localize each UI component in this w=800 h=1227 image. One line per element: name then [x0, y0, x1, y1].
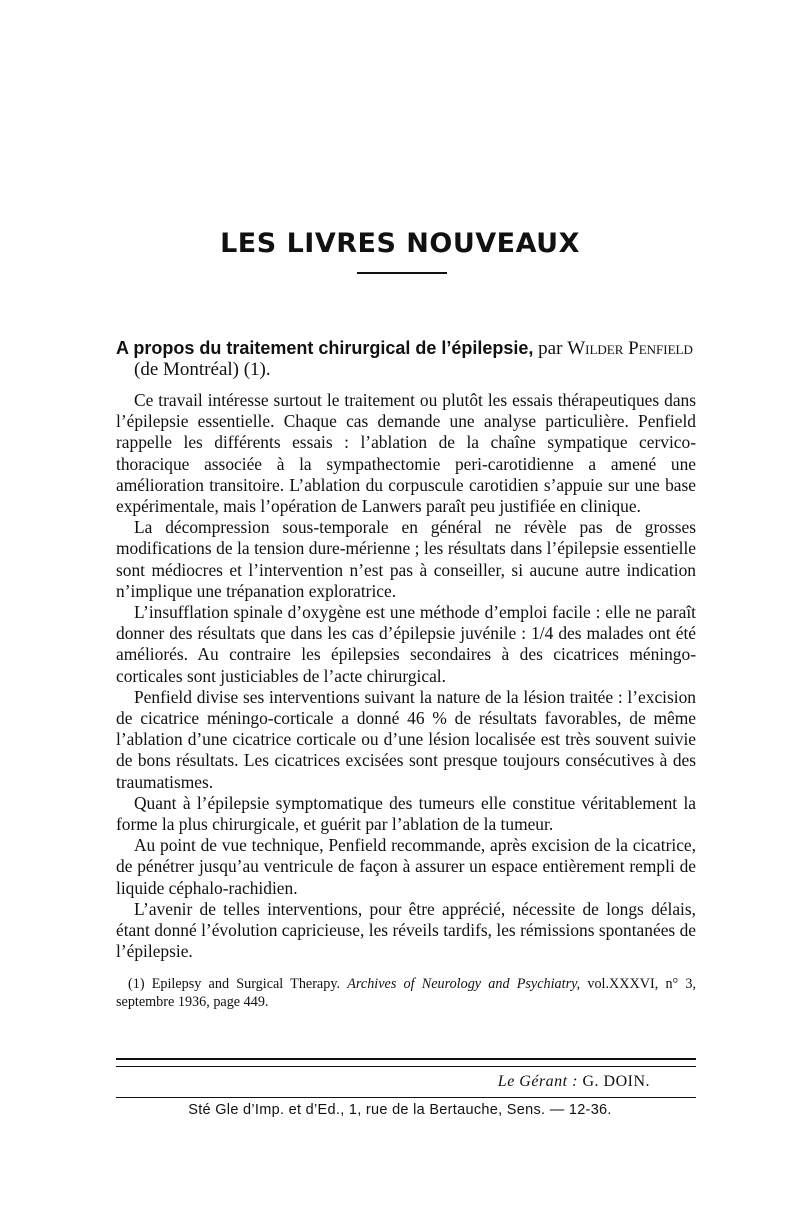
colophon-rule-bottom: [116, 1066, 696, 1067]
footnote: [116, 976, 696, 1011]
footnote-source: Epilepsy and Surgical Therapy.: [151, 976, 341, 993]
article-author: Wilder Penfield: [567, 338, 693, 359]
gerant-label: Le Gérant :: [497, 1073, 578, 1090]
footnote-details: vol.XXXVI, n° 3, septembre 1936, page 449.: [116, 976, 697, 1010]
colophon-rule-top: [116, 1058, 696, 1060]
footnote-journal: Archives of Neurology and Psychiatry,: [347, 976, 581, 993]
article-title: A propos du traitement chirurgical de l’épilepsie,: [116, 338, 534, 358]
paragraph: Penfield divise ses interventions suivant la nature de la lésion traitée : l’excision de cicatrice méningo-corticale a donné 46 % de résultats favorables, de même l’ablation d’une cicatrice corticale ou d’une lésion localisée est très souvent suivie de bons résultats. Les cicatrices excisées sont presque toujours consécutives à des traumatismes.: [116, 686, 696, 792]
section-heading: LES LIVRES NOUVEAUX: [220, 228, 580, 259]
paragraph: L’insufflation spinale d’oxygène est une méthode d’emploi facile : elle ne paraît donner des résultats que dans les cas d’épilepsie juvénile : 1/4 des malades ont été améliorés. Au contraire les épilepsies secondaires à des cicatrices méningo-corticales sont justiciables de l’acte chirurgical.: [116, 602, 696, 686]
paragraph: L’avenir de telles interventions, pour être apprécié, nécessite de longs délais, étant donné l’évolution capricieuse, les réveils tardifs, les rémissions spontanées de l’épilepsie.: [116, 898, 696, 962]
paragraph: Quant à l’épilepsie symptomatique des tumeurs elle constitue véritablement la forme la plus chirurgicale, et guérit par l’ablation de la tumeur.: [116, 792, 696, 835]
paragraph: La décompression sous-temporale en général ne révèle pas de grosses modifications de la tension dure-mérienne ; les résultats dans l’épilepsie essentielle sont médiocres et l’intervention n’est pas à conseiller, si aucune autre indication n’implique une trépanation exploratrice.: [116, 517, 696, 601]
printer-imprint: Sté Gle d’Imp. et d’Ed., 1, rue de la Bertauche, Sens. — 12-36.: [188, 1102, 612, 1118]
paragraph: Au point de vue technique, Penfield recommande, après excision de la cicatrice, de pénétrer jusqu’au ventricule de façon à assurer un espace entièrement rempli de liquide céphalo-rachidien.: [116, 835, 696, 898]
author-affiliation: (de Montréal) (1).: [134, 359, 271, 380]
byline-par: par: [538, 338, 563, 359]
article-body: [116, 390, 696, 962]
gerant-name: G. DOIN.: [582, 1073, 650, 1090]
heading-underline: [357, 272, 447, 274]
gerant-rule: [116, 1097, 696, 1098]
article-title-line: [116, 338, 696, 380]
footnote-marker: (1): [128, 976, 145, 993]
paragraph: Ce travail intéresse surtout le traitement ou plutôt les essais thérapeutiques dans l’épilepsie essentielle. Chaque cas demande une analyse particulière. Penfield rappelle les différents essais : l’ablation de la chaîne sympatique cervico-thoracique associée à la sympathectomie peri-carotidienne a amené une amélioration transitoire. L’ablation du corpuscule carotidien s’appuie sur une base expérimentale, mais l’opération de Lanwers paraît peu justifiée en clinique.: [116, 390, 696, 517]
book-review-article: [116, 338, 696, 1011]
gerant-line: [498, 1073, 650, 1091]
footnote-text: [116, 976, 696, 1011]
